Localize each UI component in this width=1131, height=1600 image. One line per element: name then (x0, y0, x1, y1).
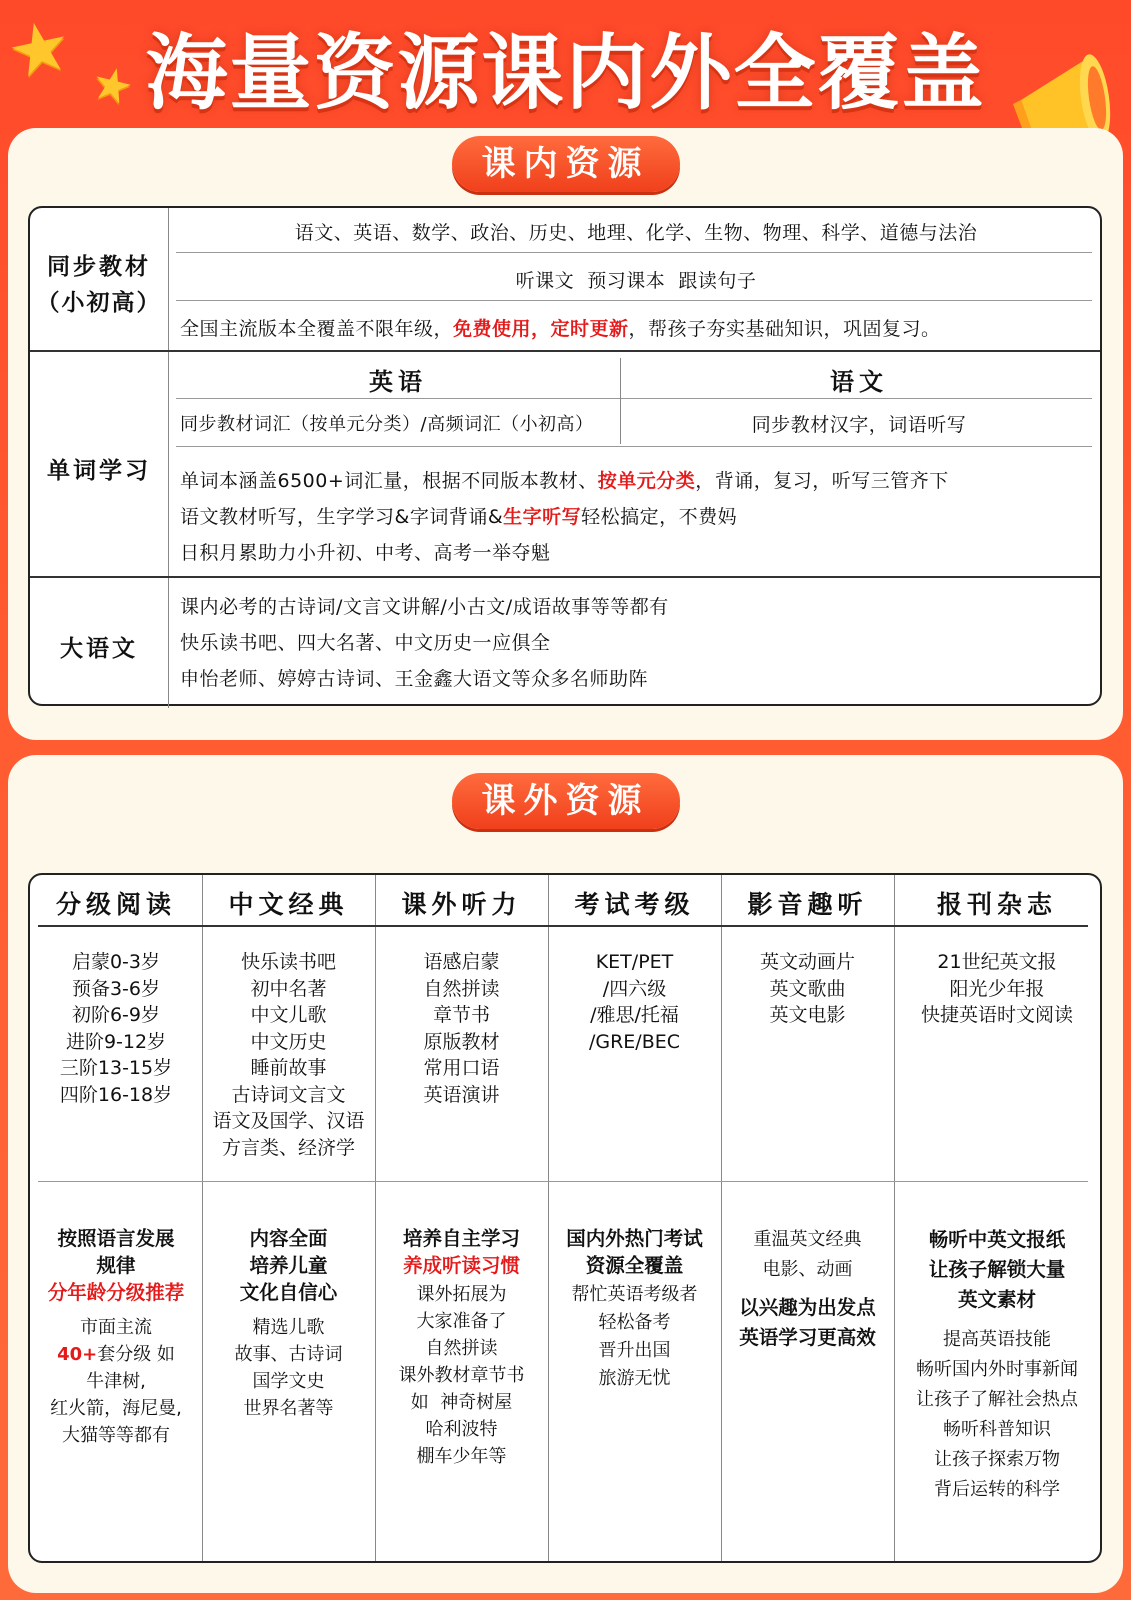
list-item: 英文歌曲 (769, 977, 846, 1000)
chinese-line-1: 课内必考的古诗词/文言文讲解/小古文/成语故事等等都有 (180, 596, 669, 618)
chinese-classics-list (202, 949, 375, 1161)
list-item: 中文历史 (250, 1030, 327, 1053)
words-label: 单词学习 (47, 458, 151, 484)
words-line-2: 语文教材听写，生字学习&字词背诵&生字听写轻松搞定，不费妈 (180, 506, 738, 528)
list-item: /雅思/托福 (590, 1004, 679, 1026)
col-header-media: 影音趣听 (747, 890, 868, 919)
list-item: 英文动画片 (759, 951, 855, 973)
list-item: 初中名著 (250, 977, 327, 1000)
list-item: 快捷英语时文阅读 (920, 1004, 1073, 1026)
list-item: 启蒙0-3岁 (71, 951, 161, 973)
list-item: 阳光少年报 (949, 977, 1045, 1000)
divider (176, 446, 1092, 447)
list-item: /四六级 (602, 977, 667, 1000)
newspapers-list (894, 949, 1100, 1029)
col-header-newspapers: 报刊杂志 (936, 890, 1057, 919)
list-item: 原版教材 (423, 1030, 500, 1053)
chinese-classics-summary: 内容全面 培养儿童 文化自信心 精选儿歌 故事、古诗词 国学文史 世界名著等 (234, 1227, 343, 1419)
words-english-desc: 同步教材词汇（按单元分类）/高频词汇（小初高） (180, 414, 594, 435)
list-item: 进阶9-12岁 (65, 1030, 167, 1053)
col-header-exams: 考试考级 (574, 890, 695, 919)
list-item: /GRE/BEC (588, 1030, 681, 1053)
words-line-3: 日积月累助力小升初、中考、高考一举夺魁 (180, 542, 551, 564)
divider (38, 925, 1088, 927)
list-item: 初阶6-9岁 (71, 1004, 161, 1026)
exams-list (548, 949, 721, 1055)
in-class-panel (8, 128, 1123, 740)
star-icon: ★ (0, 2, 79, 96)
star-icon: ★ (86, 53, 140, 117)
words-chinese-desc: 同步教材汉字，词语听写 (751, 414, 967, 436)
listening-summary: 培养自主学习 养成听读习惯 课外拓展为 大家准备了 自然拼读 课外教材章节书 如 神奇树屋 哈利波特 棚车少年等 (398, 1227, 525, 1467)
in-class-table (28, 206, 1102, 706)
sync-description: 全国主流版本全覆盖不限年级，免费使用，定时更新，帮孩子夯实基础知识，巩固复习。 (180, 318, 941, 340)
col-header-listening: 课外听力 (401, 890, 522, 919)
divider (176, 252, 1092, 253)
list-item: 英文电影 (769, 1004, 846, 1026)
out-class-table (28, 873, 1102, 1563)
list-item: 三阶13-15岁 (59, 1057, 173, 1079)
listening-list (375, 949, 548, 1108)
sync-label: 同步教材 (47, 254, 151, 280)
list-item: 英语演讲 (423, 1083, 500, 1106)
newspapers-summary: 畅听中英文报纸 让孩子解锁大量 英文素材 提高英语技能 畅听国内外时事新闻 让孩子了解社会热点 畅听科普知识 让孩子探索万物 背后运转的科学 (916, 1228, 1078, 1500)
list-item: 方言类、经济学 (221, 1136, 355, 1159)
list-item: 章节书 (432, 1004, 490, 1026)
divider (620, 358, 621, 444)
chinese-line-2: 快乐读书吧、四大名著、中文历史一应俱全 (180, 632, 551, 654)
list-item: 自然拼读 (423, 977, 500, 1000)
list-item: 常用口语 (423, 1057, 500, 1079)
list-item: 21世纪英文报 (937, 951, 1057, 973)
divider (168, 208, 169, 708)
words-col-english: 英语 (369, 368, 427, 396)
list-item: 中文儿歌 (250, 1004, 327, 1026)
divider (176, 398, 1092, 399)
in-class-heading: 课内资源 (452, 136, 680, 192)
col-header-graded-reading: 分级阅读 (55, 890, 176, 919)
page-title: 海量资源课内外全覆盖 (145, 26, 986, 121)
list-item: 四阶16-18岁 (59, 1083, 173, 1106)
list-item: 预备3-6岁 (71, 977, 161, 1000)
col-header-chinese-classics: 中文经典 (228, 890, 349, 919)
graded-reading-summary: 按照语言发展 规律 分年龄分级推荐 市面主流 40+套分级 如 牛津树, 红火箭，海尼曼, 大猫等等都有 (47, 1227, 185, 1446)
divider (30, 576, 1100, 578)
sync-subjects: 语文、英语、数学、政治、历史、地理、化学、生物、物理、科学、道德与法治 (294, 222, 978, 244)
media-list (721, 949, 894, 1029)
list-item: 快乐读书吧 (240, 951, 336, 973)
divider (30, 350, 1100, 352)
list-item: KET/PET (595, 951, 674, 973)
words-col-chinese: 语文 (830, 368, 888, 396)
sync-features: 听课文 预习课本 跟读句子 (515, 270, 757, 292)
chinese-line-3: 申怡老师、婷婷古诗词、王金鑫大语文等众多名师助阵 (180, 668, 649, 690)
list-item: 古诗词文言文 (231, 1083, 346, 1106)
divider (38, 1181, 1088, 1182)
sync-label-grade: （小初高） (36, 290, 162, 316)
divider (176, 300, 1092, 301)
chinese-label: 大语文 (60, 636, 138, 662)
list-item: 语感启蒙 (423, 951, 500, 973)
out-class-heading: 课外资源 (452, 773, 680, 829)
media-summary: 重温英文经典 电影、动画 以兴趣为出发点 英语学习更高效 (739, 1229, 876, 1349)
out-class-panel (8, 755, 1123, 1593)
exams-summary: 国内外热门考试 资源全覆盖 帮忙英语考级者 轻松备考 晋升出国 旅游无忧 (566, 1227, 703, 1389)
list-item: 睡前故事 (250, 1057, 327, 1079)
graded-reading-list (30, 949, 202, 1108)
words-line-1: 单词本涵盖6500+词汇量，根据不同版本教材、按单元分类，背诵，复习，听写三管齐下 (180, 470, 949, 492)
list-item: 语文及国学、汉语 (212, 1110, 365, 1132)
